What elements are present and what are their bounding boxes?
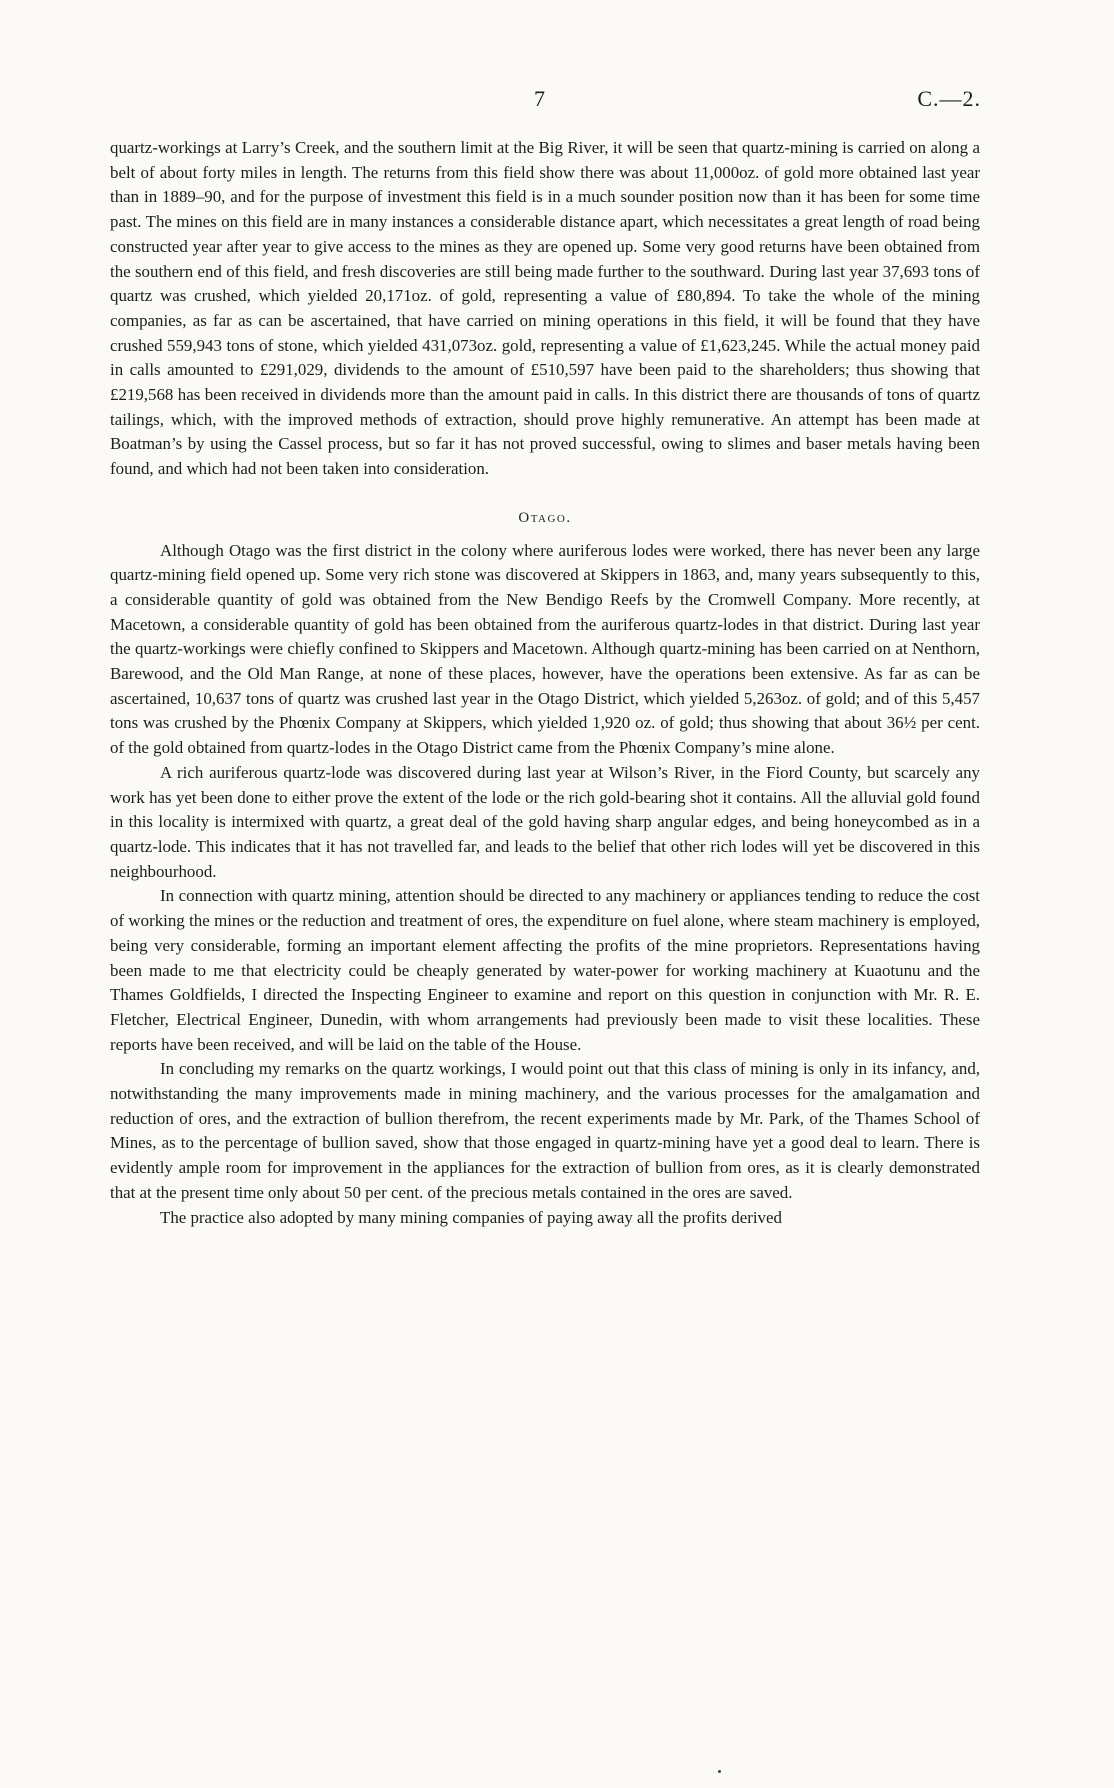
paragraph-concluding: In concluding my remarks on the quartz workings, I would point out that this class of mining is only in its infancy, and, notwithstanding the many improvements made in mining machinery, and the various processes for the amalgamation and reduction of ores, and the extraction of bullion therefrom, the recent experiments made by Mr. Park, of the Thames School of Mines, as to the percentage of bullion saved, show that those engaged in quartz-mining have yet a good deal to learn. There is evidently ample room for improvement in the appliances for the extraction of bullion from ores, as it is clearly demonstrated that at the present time only about 50 per cent. of the precious metals contained in the ores are saved.	[110, 1059, 980, 1202]
paragraph-machinery: In connection with quartz mining, attention should be directed to any machinery or appliances tending to reduce the cost of working the mines or the reduction and treatment of ores, the expenditure on fuel alone, where steam machinery is employed, being very considerable, forming an important element affecting the profits of the mine proprietors. Representations having been made to me that electricity could be cheaply generated by water-power for working machinery at Kuaotunu and the Thames Goldfields, I directed the Inspecting Engineer to examine and report on this question in conjunction with Mr. R. E. Fletcher, Electrical Engineer, Dunedin, with whom arrangements had previously been made to visit these localities. These reports have been received, and will be laid on the table of the House.	[110, 886, 980, 1054]
paragraph-wilsons-river: A rich auriferous quartz-lode was discovered during last year at Wilson’s River, in the Fiord County, but scarcely any work has yet been done to either prove the extent of the lode or the rich gold-bearing shot it contains. All the alluvial gold found in this locality is intermixed with quartz, a great deal of the gold having sharp angular edges, and being honeycombed as in a quartz-lode. This indicates that it has not travelled far, and leads to the belief that other rich lodes will yet be discovered in this neighbourhood.	[110, 762, 980, 881]
paragraph-otago: Although Otago was the first district in the colony where auriferous lodes were worked, there has never been any large quartz-mining field opened up. Some very rich stone was discovered at Skippers in 1863, and, many years subsequently to this, a considerable quantity of gold was obtained from the New Bendigo Reefs by the Cromwell Company. More recently, at Macetown, a considerable quantity of gold has been obtained from the auriferous quartz-lodes in that district. During last year the quartz-workings were chiefly confined to Skippers and Macetown. Although quartz-mining has been carried on at Nenthorn, Barewood, and the Old Man Range, at none of these places, however, have the operations been extensive. As far as can be ascertained, 10,637 tons of quartz was crushed last year in the Otago District, which yielded 5,263oz. of gold; and of this 5,457 tons was crushed by the Phœnix Company at Skippers, which yielded 1,920 oz. of gold; thus showing that about 36½ per cent. of the gold obtained from quartz-lodes in the Otago District came from the Phœnix Company’s mine alone.	[110, 540, 980, 758]
section-heading-otago: Otago.	[518, 509, 572, 526]
scan-speck	[718, 1770, 721, 1773]
paragraph-continued: quartz-workings at Larry’s Creek, and the southern limit at the Big River, it will be seen that quartz-mining is carried on along a belt of about forty miles in length. The returns from this field show there was about 11,000oz. of gold more obtained last year than in 1889–90, and for the purpose of investment this field is in a much sounder position now than it has been for some time past. The mines on this field are in many instances a considerable distance apart, which necessitates a great length of road being constructed year after year to give access to the mines as they are opened up. Some very good returns have been obtained from the southern end of this field, and fresh discoveries are still being made further to the southward. During last year 37,693 tons of quartz was crushed, which yielded 20,171oz. of gold, representing a value of £80,894. To take the whole of the mining companies, as far as can be ascertained, that have carried on mining operations in this field, it will be found that they have crushed 559,943 tons of stone, which yielded 431,073oz. gold, representing a value of £1,623,245. While the actual money paid in calls amounted to £291,029, dividends to the amount of £510,597 have been paid to the shareholders; thus showing that £219,568 has been received in dividends more than the amount paid in calls. In this district there are thousands of tons of quartz tailings, which, with the improved methods of extraction, should prove highly remunerative. An attempt has been made at Boatman’s by using the Cassel process, but so far it has not proved successful, owing to slimes and baser metals having been found, and which had not been taken into consideration.	[110, 138, 980, 479]
page-number: 7	[534, 86, 546, 111]
series-reference: C.—2.	[917, 86, 981, 111]
paragraph-practice: The practice also adopted by many mining companies of paying away all the profits derived	[160, 1207, 782, 1227]
body-text	[110, 136, 980, 1230]
